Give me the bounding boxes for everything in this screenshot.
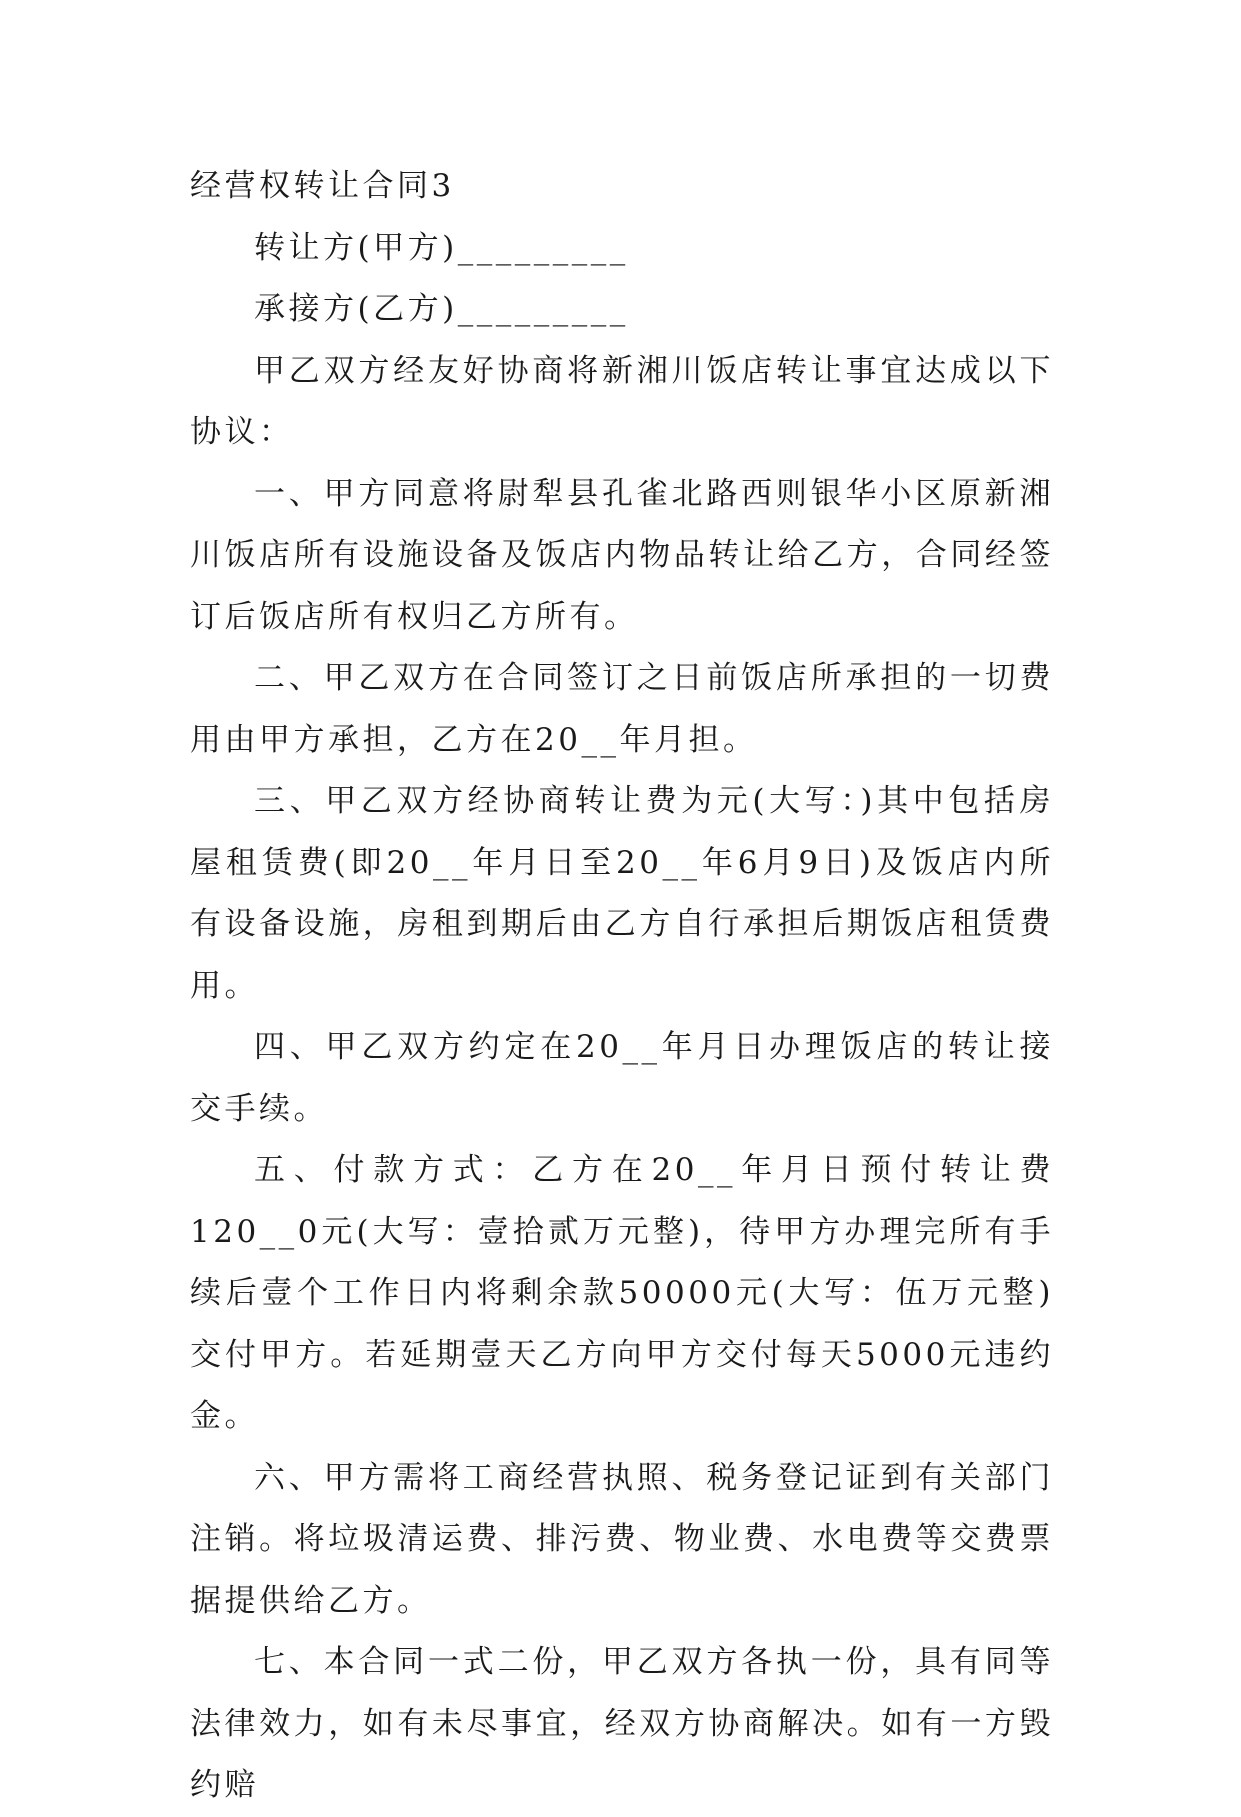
document-body [190,156,1054,1817]
document-title: 经营权转让合同3 [190,168,455,204]
clause-1: 一、甲方同意将尉犁县孔雀北路西则银华小区原新湘川饭店所有设施设备及饭店内物品转让给乙方，合同经签订后饭店所有权归乙方所有。 [190,475,1054,635]
intro-paragraph: 甲乙双方经友好协商将新湘川饭店转让事宜达成以下协议： [190,352,1054,450]
clause-2: 二、甲乙双方在合同签订之日前饭店所承担的一切费用由甲方承担，乙方在20__年月担。 [190,660,1054,758]
clause-5: 五、付款方式：乙方在20__年月日预付转让费120__0元(大写：壹拾贰万元整)，待甲方办理完所有手续后壹个工作日内将剩余款50000元(大写：伍万元整)交付甲方。若延期壹天乙方向甲方交付每天5000元违约金。 [190,1152,1054,1434]
clause-6: 六、甲方需将工商经营执照、税务登记证到有关部门注销。将垃圾清运费、排污费、物业费、水电费等交费票据提供给乙方。 [190,1459,1054,1619]
transferor-line: 转让方(甲方)_________ [254,229,629,266]
clause-7: 七、本合同一式二份，甲乙双方各执一份，具有同等法律效力，如有未尽事宜，经双方协商解决。如有一方毁约赔 [190,1644,1054,1803]
clause-3: 三、甲乙双方经协商转让费为元(大写：)其中包括房屋租赁费(即20__年月日至20__年6月9日)及饭店内所有设备设施，房租到期后由乙方自行承担后期饭店租赁费用。 [190,783,1054,1004]
clause-4: 四、甲乙双方约定在20__年月日办理饭店的转让接交手续。 [190,1029,1054,1127]
transferee-line: 承接方(乙方)_________ [254,291,629,327]
